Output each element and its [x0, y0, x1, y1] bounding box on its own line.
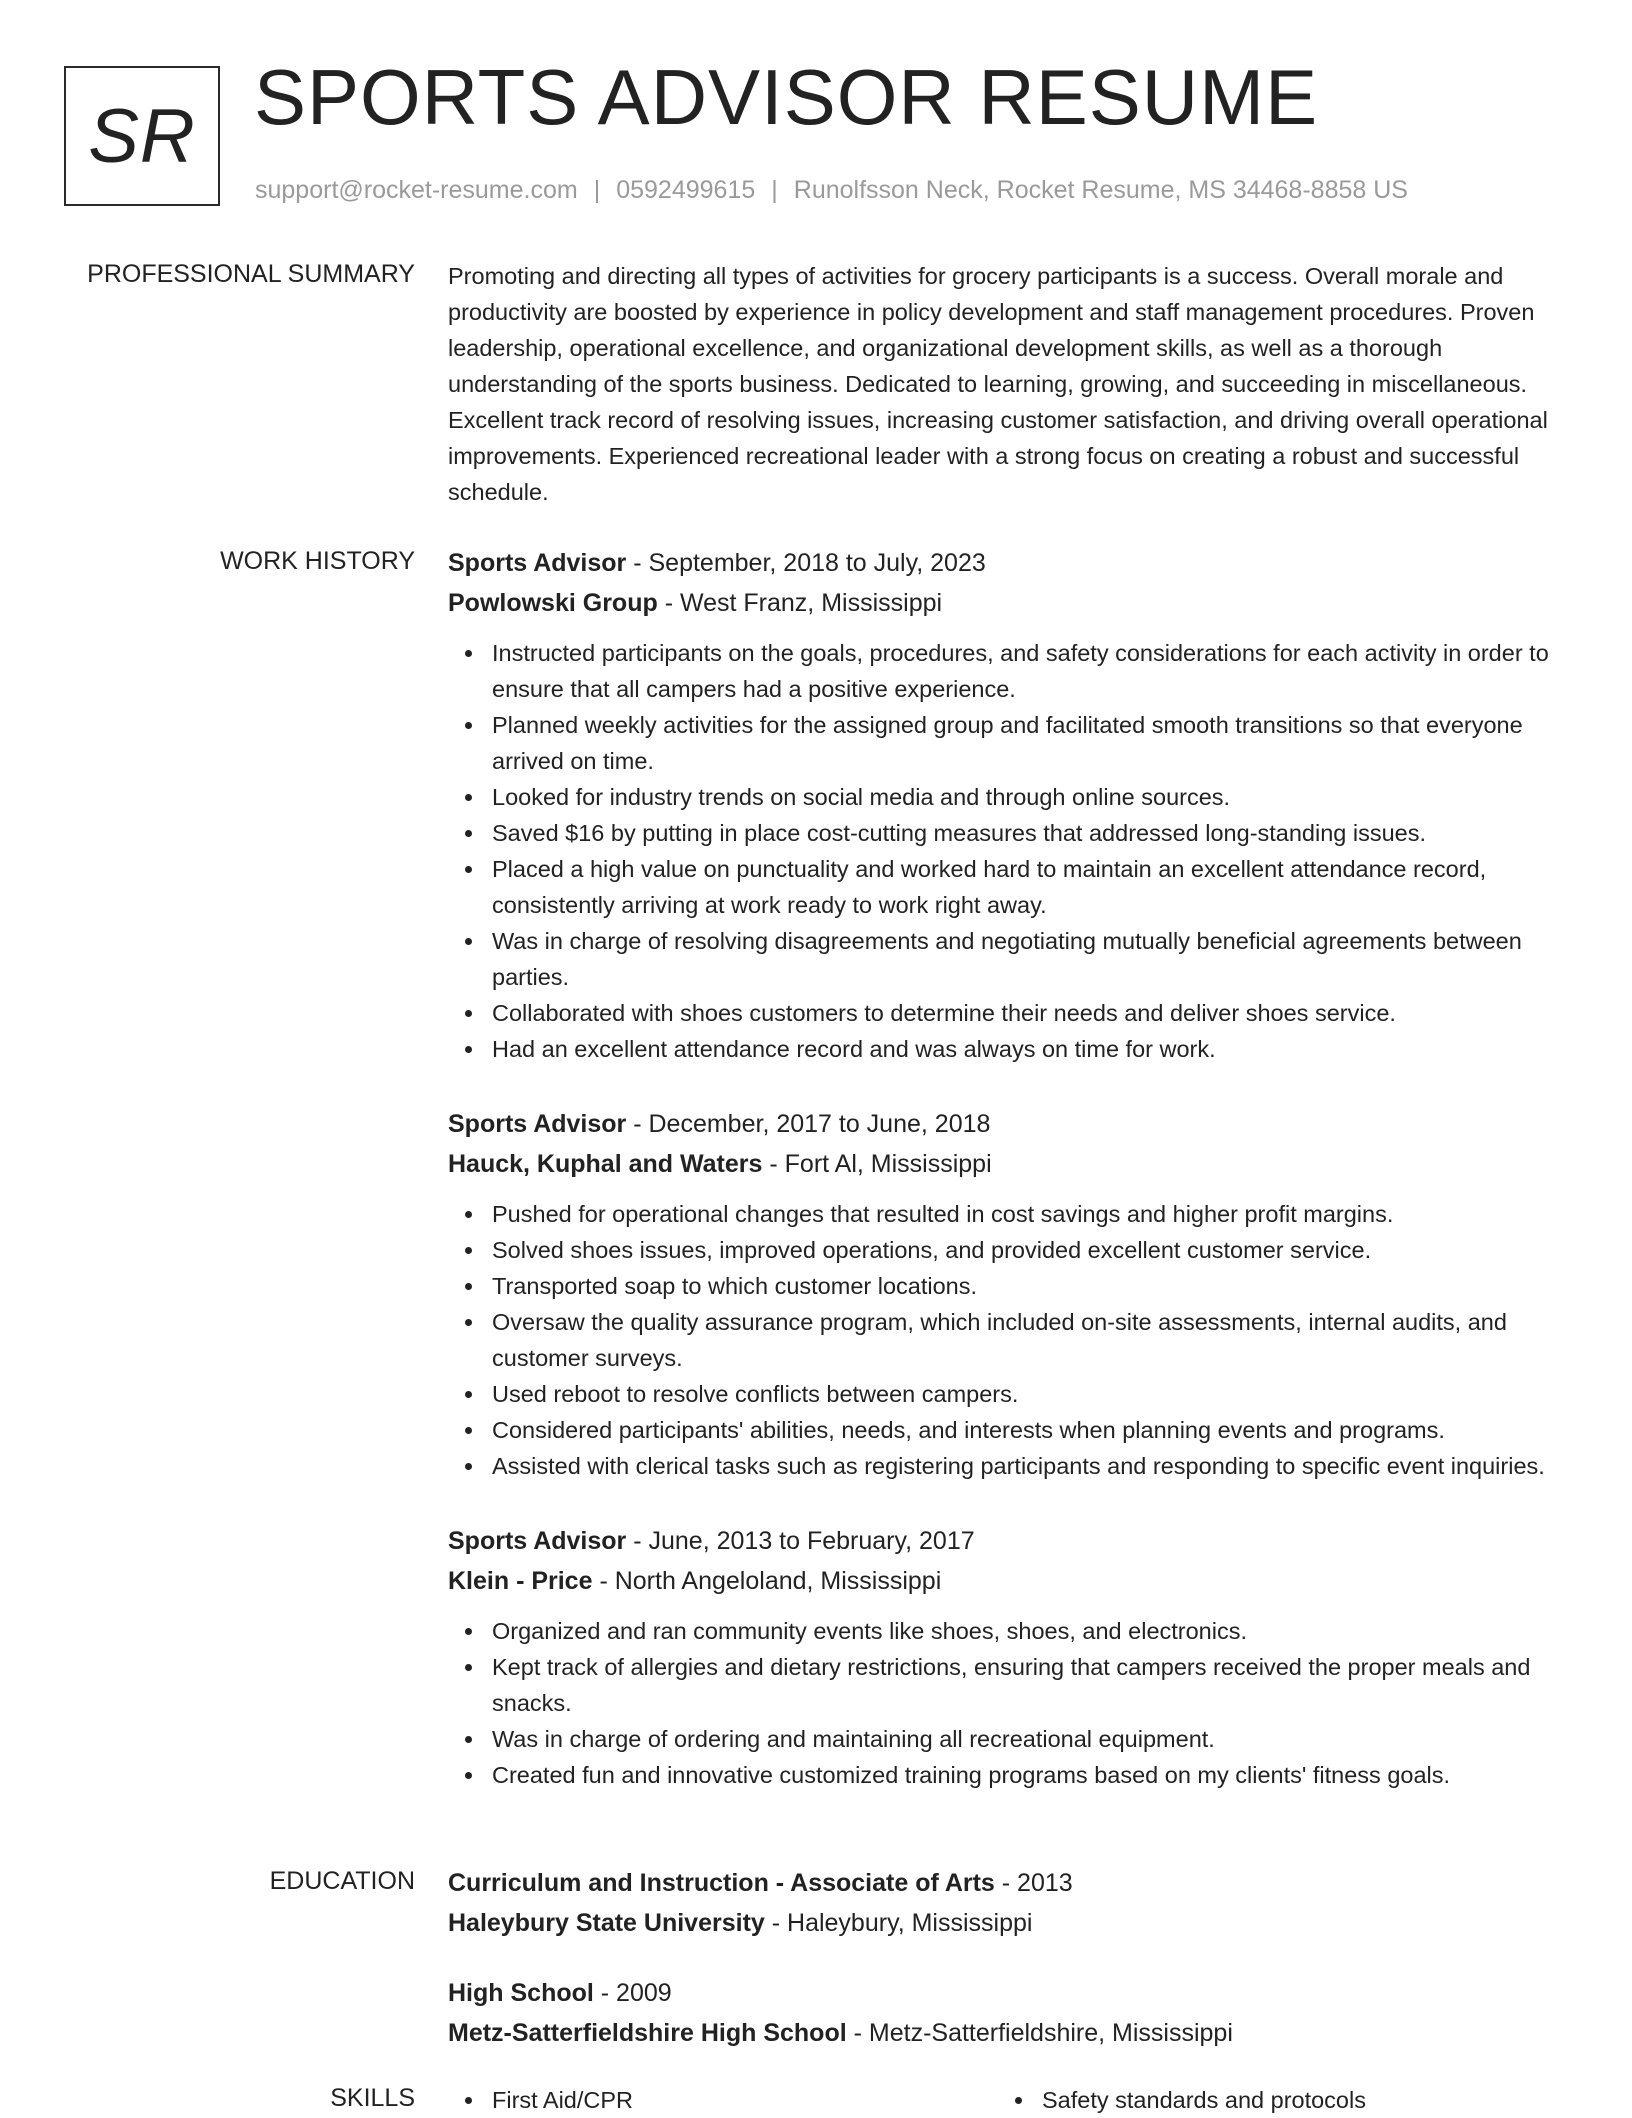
job-bullet: Collaborated with shoes customers to determine their needs and deliver shoes service.: [492, 995, 1566, 1031]
education-body: [448, 1863, 1566, 2083]
job-dates: - June, 2013 to February, 2017: [626, 1527, 975, 1555]
section-label-skills: SKILLS: [330, 2084, 415, 2112]
job-title-line: [448, 543, 1566, 583]
job-bullets: [448, 1613, 1566, 1793]
skills-grid: [448, 2082, 1566, 2118]
education-location: - Metz-Satterfieldshire, Mississippi: [846, 2019, 1233, 2047]
job-bullets: [448, 1196, 1566, 1484]
job-bullet: Organized and ran community events like shoes, shoes, and electronics.: [492, 1613, 1566, 1649]
education-entry: [448, 1973, 1566, 2053]
work-history-body: [448, 543, 1566, 1830]
job-title: Sports Advisor: [448, 1527, 627, 1555]
skills-body: [448, 2082, 1566, 2118]
job-bullet: Had an excellent attendance record and was always on time for work.: [492, 1031, 1566, 1067]
job-bullet: Oversaw the quality assurance program, which included on-site assessments, internal audits, and customer surveys.: [492, 1304, 1566, 1376]
job-location: - Fort Al, Mississippi: [762, 1150, 992, 1178]
contact-separator: |: [771, 176, 778, 204]
job-bullet: Solved shoes issues, improved operations, and provided excellent customer service.: [492, 1232, 1566, 1268]
job-location: - North Angeloland, Mississippi: [592, 1567, 942, 1595]
skills-list: [998, 2082, 1548, 2118]
contact-phone: 0592499615: [616, 176, 756, 204]
job-company-line: [448, 583, 1566, 623]
job-bullet: Was in charge of ordering and maintaining all recreational equipment.: [492, 1721, 1566, 1757]
job-dates: - September, 2018 to July, 2023: [626, 549, 986, 577]
job-bullet: Pushed for operational changes that resulted in cost savings and higher profit margins.: [492, 1196, 1566, 1232]
skill-item: First Aid/CPR: [492, 2082, 998, 2118]
contact-separator: |: [593, 176, 601, 204]
job-bullet: Looked for industry trends on social media and through online sources.: [492, 779, 1566, 815]
job-bullet: Was in charge of resolving disagreements and negotiating mutually beneficial agreements between parties.: [492, 923, 1566, 995]
job-company: Hauck, Kuphal and Waters: [448, 1150, 763, 1178]
job-bullet: Transported soap to which customer locations.: [492, 1268, 1566, 1304]
job-title: Sports Advisor: [448, 549, 627, 577]
contact-address: Runolfsson Neck, Rocket Resume, MS 34468-8858 US: [793, 176, 1408, 204]
job-bullet: Planned weekly activities for the assigned group and facilitated smooth transitions so that everyone arrived on time.: [492, 707, 1566, 779]
job-entry: [448, 543, 1566, 1067]
job-title: Sports Advisor: [448, 1110, 627, 1138]
job-company: Powlowski Group: [448, 589, 658, 617]
monogram-logo: SR: [64, 66, 220, 206]
job-bullet: Instructed participants on the goals, procedures, and safety considerations for each activity in order to ensure that all campers had a positive experience.: [492, 635, 1566, 707]
job-dates: - December, 2017 to June, 2018: [626, 1110, 991, 1138]
job-bullet: Saved $16 by putting in place cost-cutting measures that addressed long-standing issues.: [492, 815, 1566, 851]
section-label-work-history: WORK HISTORY: [220, 547, 415, 575]
skills-column-left: [448, 2082, 998, 2118]
job-bullet: Placed a high value on punctuality and worked hard to maintain an excellent attendance record, consistently arriving at work ready to work right away.: [492, 851, 1566, 923]
contact-line: [255, 176, 1408, 205]
education-entry: [448, 1863, 1566, 1943]
job-entry: [448, 1521, 1566, 1793]
education-school-line: [448, 1903, 1566, 1943]
job-company-line: [448, 1561, 1566, 1601]
resume-title: SPORTS ADVISOR RESUME: [254, 53, 1319, 141]
education-location: - Haleybury, Mississippi: [764, 1909, 1033, 1937]
education-degree-line: [448, 1863, 1566, 1903]
education-year: - 2013: [994, 1869, 1073, 1897]
job-title-line: [448, 1104, 1566, 1144]
education-degree: Curriculum and Instruction - Associate of Arts: [448, 1869, 995, 1897]
skills-list: [448, 2082, 998, 2118]
skills-column-right: [998, 2082, 1548, 2118]
education-school: Metz-Satterfieldshire High School: [448, 2019, 847, 2047]
education-school: Haleybury State University: [448, 1909, 765, 1937]
summary-text: Promoting and directing all types of activities for grocery participants is a success. Overall morale and productivity are boosted by experience in policy development and staff management procedures. Proven leadership, operational excellence, and organizational development skills, as well as a thorough understanding of the sports business. Dedicated to learning, growing, and succeeding in miscellaneous. Excellent track record of resolving issues, increasing customer satisfaction, and driving overall operational improvements. Experienced recreational leader with a strong focus on creating a robust and successful schedule.: [448, 263, 1548, 505]
summary-body: [448, 258, 1566, 510]
job-location: - West Franz, Mississippi: [657, 589, 943, 617]
job-bullet: Kept track of allergies and dietary restrictions, ensuring that campers received the proper meals and snacks.: [492, 1649, 1566, 1721]
job-company: Klein - Price: [448, 1567, 593, 1595]
section-label-summary: PROFESSIONAL SUMMARY: [87, 260, 415, 288]
contact-email: support@rocket-resume.com: [255, 176, 578, 204]
education-degree-line: [448, 1973, 1566, 2013]
job-entry: [448, 1104, 1566, 1484]
section-label-education: EDUCATION: [269, 1867, 415, 1895]
job-bullets: [448, 635, 1566, 1067]
job-title-line: [448, 1521, 1566, 1561]
job-bullet: Assisted with clerical tasks such as registering participants and responding to specific event inquiries.: [492, 1448, 1566, 1484]
job-bullet: Considered participants' abilities, needs, and interests when planning events and programs.: [492, 1412, 1566, 1448]
education-school-line: [448, 2013, 1566, 2053]
job-bullet: Created fun and innovative customized training programs based on my clients' fitness goals.: [492, 1757, 1566, 1793]
job-bullet: Used reboot to resolve conflicts between campers.: [492, 1376, 1566, 1412]
job-company-line: [448, 1144, 1566, 1184]
education-degree: High School: [448, 1979, 594, 2007]
skill-item: Safety standards and protocols: [1042, 2082, 1548, 2118]
education-year: - 2009: [593, 1979, 672, 2007]
